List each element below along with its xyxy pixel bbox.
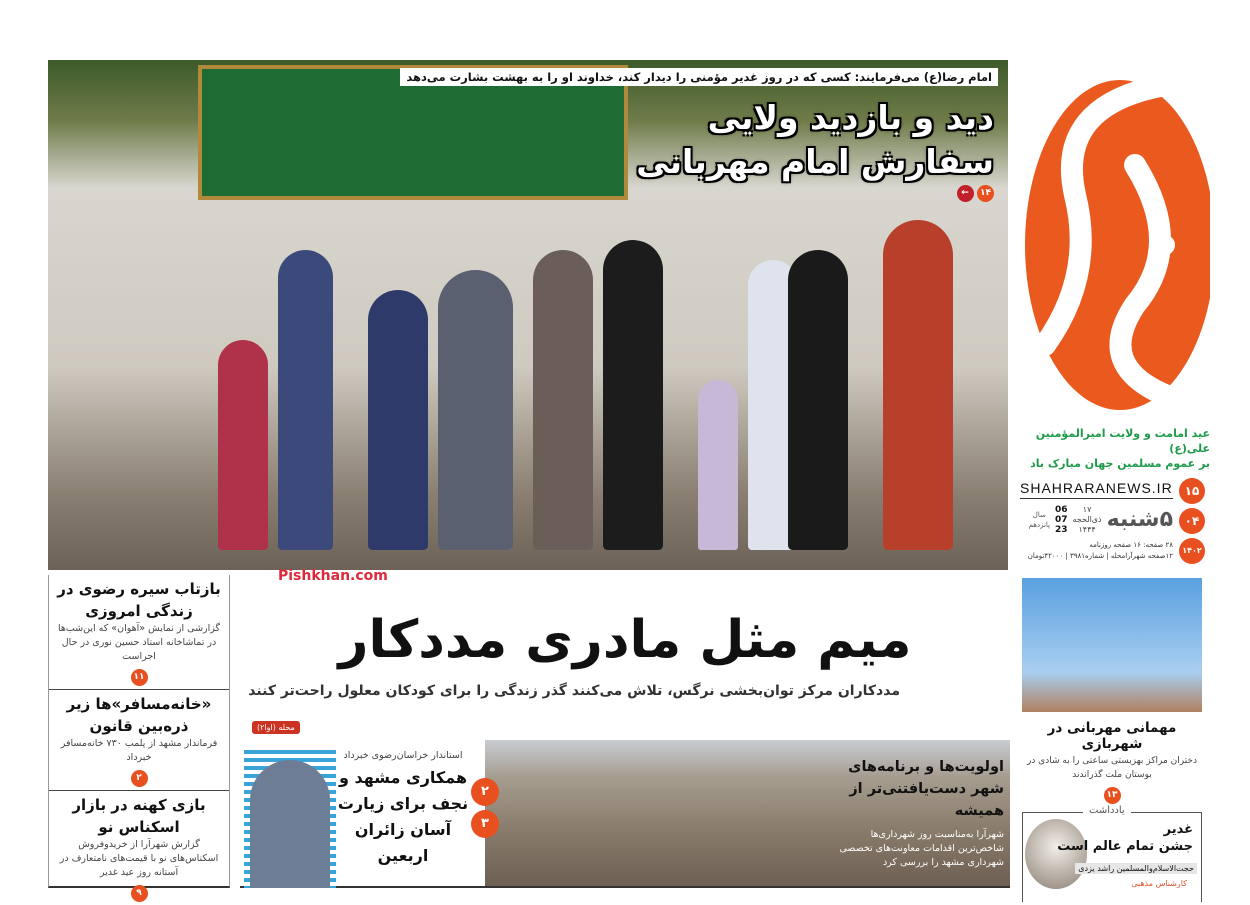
author-name: حجت‌الاسلام‌والمسلمین راشد یزدی (1075, 863, 1197, 874)
page-ref: ۲ (471, 778, 499, 806)
newspaper-logo (1015, 45, 1210, 420)
city-photo-story[interactable] (481, 740, 1010, 888)
lead-photo (48, 60, 1008, 570)
magazine-badge: محله (اوا۲) (252, 721, 300, 734)
page-ref: ۱۱ (131, 669, 148, 686)
main-subheadline: مددکاران مرکز توان‌بخشی نرگس، تلاش می‌کنند گذر زندگی را برای کودکان معلول راحت‌تر کنند (248, 683, 900, 699)
photo-figure (698, 380, 738, 550)
news-summary: گزارش شهرآرا از خریدوفروش اسکناس‌های نو با قیمت‌های نامتعارف در آستانه روز عید غدیر (59, 839, 219, 878)
masthead-info (1020, 478, 1205, 570)
year-word: سال (1032, 511, 1046, 519)
news-title: بازی کهنه در بازار اسکناس نو (72, 796, 206, 836)
lead-title-line2: سفارش امام مهربانی (636, 142, 994, 181)
page-ref: ۹ (131, 885, 148, 902)
date-circle: ۱۵ (1179, 478, 1205, 504)
year-label (1029, 510, 1050, 530)
quote-text: امام رضا(ع) می‌فرمایند: کسی که در روز غدیر مؤمنی را دیدار کند، خداوند او را به بهشت بشارت می‌دهد (400, 68, 998, 86)
news-item[interactable] (49, 791, 229, 905)
news-item[interactable] (49, 575, 229, 690)
main-headline[interactable]: میم مثل مادری مددکار (338, 610, 912, 670)
greg-day: 06 (1054, 505, 1068, 515)
weekday: ۵شنبه (1106, 507, 1173, 532)
news-title: «خانه‌مسافر»ها زیر ذره‌بین قانون (66, 695, 212, 735)
page-ref: ۳ (471, 810, 499, 838)
note-title: جشن تمام عالم است (1057, 839, 1193, 854)
left-column (48, 575, 230, 898)
note-label: یادداشت (1083, 805, 1131, 816)
photo-figure (368, 290, 428, 550)
year-number: پانزدهم (1028, 521, 1050, 529)
person-photo (250, 760, 330, 888)
news-title: مهمانی مهربانی در شهربازی (1047, 720, 1177, 752)
news-title: همکاری مشهد و نجف برای زیارت آسان زائران اربعین (337, 768, 469, 865)
hijri-month: ذی‌الحجه (1072, 515, 1102, 524)
news-summary: دختران مراکز بهزیستی ساعتی را به شادی در بوستان ملت گذراندند (1026, 756, 1198, 780)
news-item-najaf[interactable] (240, 740, 485, 888)
news-summary: فرماندار مشهد از پلمب ۷۳۰ خانه‌مسافر خبرداد (60, 738, 218, 763)
arrow-icon: ← (957, 185, 974, 202)
greg-year: 23 (1054, 525, 1068, 535)
date-circle: ۰۴ (1179, 508, 1205, 534)
photo-figure (533, 250, 593, 550)
hijri-day: ۱۷ (1082, 505, 1092, 514)
kicker: استاندار خراسان‌رضوی خبرداد (343, 750, 463, 761)
news-summary: گزارشی از نمایش «آهوان» که این‌شب‌ها در تماشاخانه استاد حسین نوری در حال اجراست (57, 623, 221, 662)
page-ref: ۲ (131, 770, 148, 787)
news-title: بازتاب سیره رضوی در زندگی امروزی (57, 580, 221, 620)
greeting-line: بر عموم مسلمین جهان مبارک باد (1030, 457, 1210, 470)
right-column (1022, 578, 1202, 902)
news-title: اولویت‌ها و برنامه‌های شهر دست‌یافتنی‌تر از همیشه (848, 759, 1004, 819)
amusement-ride-photo (1022, 578, 1202, 712)
note-box[interactable] (1022, 805, 1202, 902)
eid-greeting (1015, 426, 1210, 471)
lead-headline[interactable] (636, 96, 994, 202)
photo-figure (438, 270, 513, 550)
news-item[interactable] (1022, 720, 1202, 804)
photo-figure (278, 250, 333, 550)
hijri-year: ۱۴۴۴ (1078, 525, 1096, 534)
lead-title-line1: دید و بازدید ولایی (707, 98, 994, 137)
gregorian-date (1055, 505, 1068, 535)
site-url[interactable]: SHAHRARANEWS.IR (1020, 478, 1173, 499)
greeting-line: عید امامت و ولایت امیرالمؤمنین علی(ع) (1035, 427, 1210, 455)
page-ref: ۱۳ (1104, 787, 1121, 804)
news-item[interactable] (49, 690, 229, 791)
watermark: Pishkhan.com (278, 568, 388, 584)
photo-figure (603, 240, 663, 550)
note-title: غدیر (1163, 822, 1193, 837)
page-ref: ۱۴ (977, 185, 994, 202)
hijri-date (1073, 505, 1102, 535)
news-summary: شهرآرا به‌مناسبت روز شهرداری‌ها شاخص‌ترین اقدامات معاونت‌های تخصصی شهرداری مشهد را بررسی کرد (839, 829, 1004, 868)
photo-figure (788, 250, 848, 550)
photo-figure (883, 220, 953, 550)
date-row (1020, 502, 1173, 538)
greg-month: 07 (1054, 515, 1068, 525)
page-count: ۲۸ صفحه: ۱۶ صفحه روزنامه (1089, 541, 1173, 549)
photo-figure (218, 340, 268, 550)
author-role: کارشناس مذهبی (1131, 879, 1187, 888)
issue-info: ۱۲صفحه شهرآرامحله | شماره۳۹۸۱ | ۴۲۰۰۰تومان (1027, 552, 1173, 560)
date-circle: ۱۴۰۲ (1179, 538, 1205, 564)
